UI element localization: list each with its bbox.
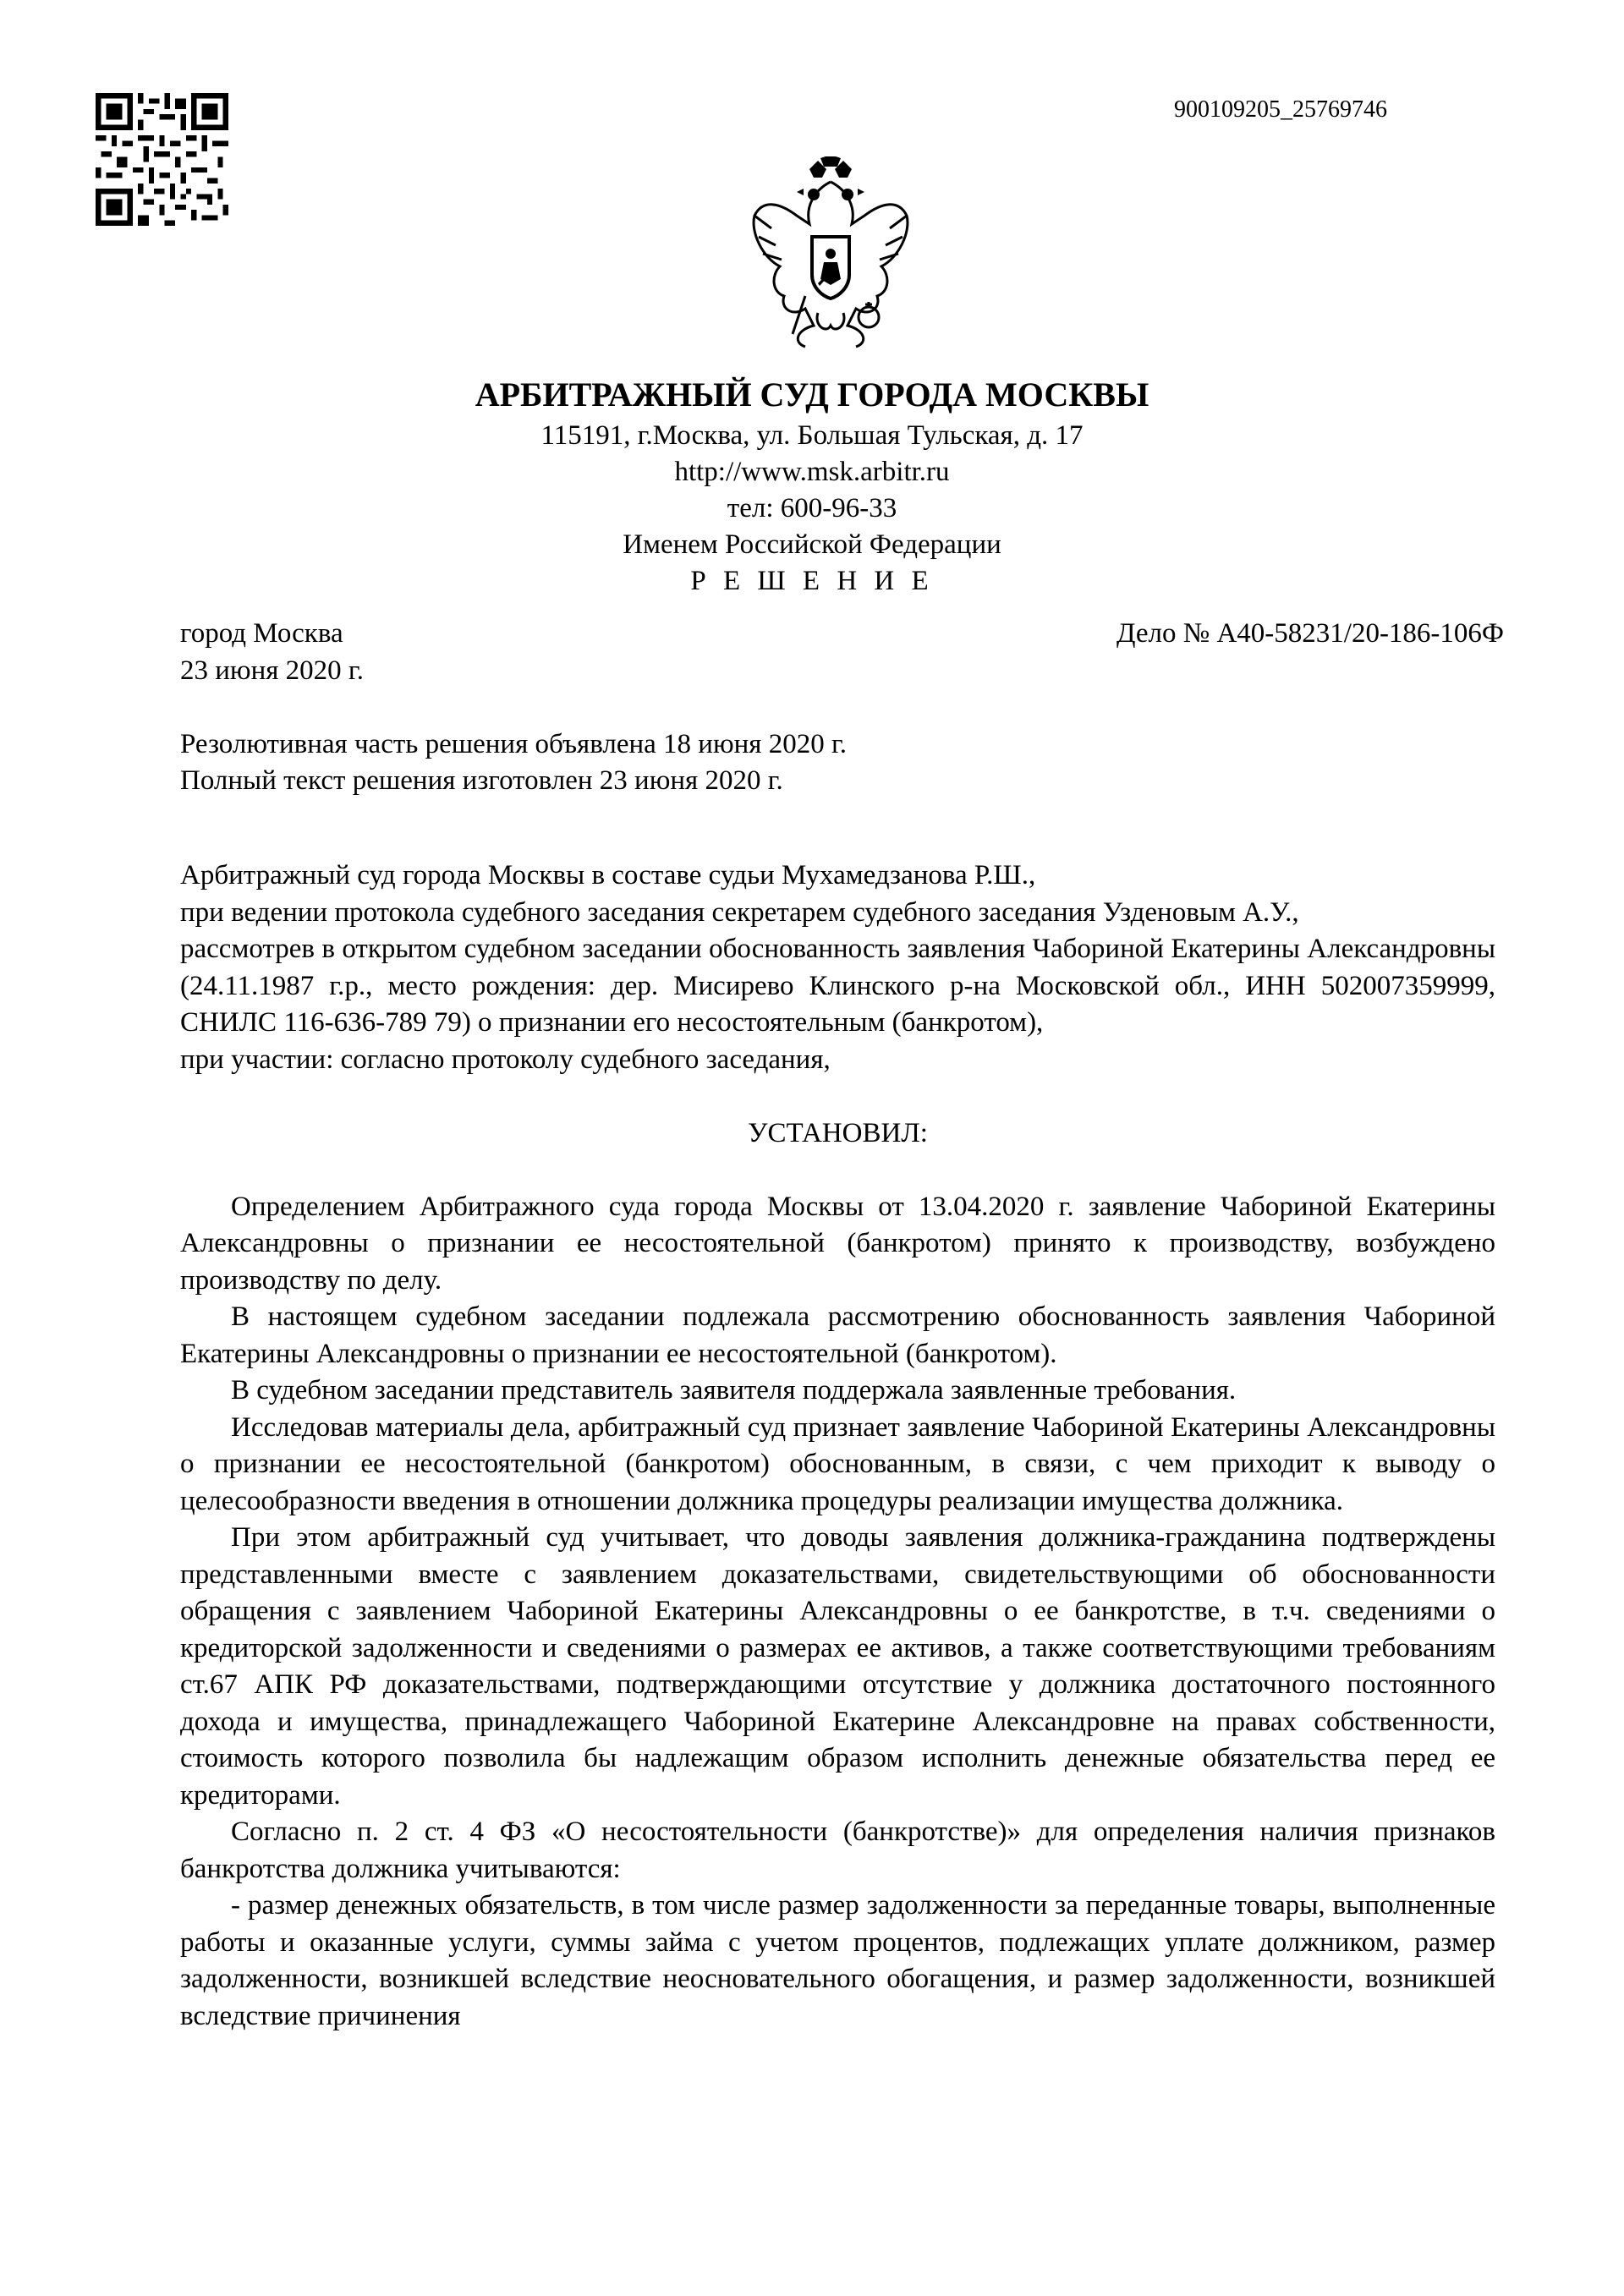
- established-heading: УСТАНОВИЛ:: [748, 1117, 928, 1148]
- paragraph: Исследовав материалы дела, арбитражный суд признает заявление Чабориной Екатерины Александровны о признании ее несостоятельной (банкротом) обоснованным, в связи, с чем приходит к выводу о целесообразности введения в отношении должника процедуры реализации имущества должника.: [180, 1411, 1495, 1516]
- operative-part-date: Резолютивная часть решения объявлена 18 июня 2020 г.: [180, 728, 848, 759]
- city-case-row: [180, 616, 1504, 653]
- full-text-date: Полный текст решения изготовлен 23 июня 2020 г.: [180, 765, 783, 796]
- decision-title: Р Е Ш Е Н И Е: [690, 566, 934, 596]
- court-phone: тел: 600-96-33: [727, 493, 897, 523]
- protocol-keeper: при ведении протокола судебного заседания секретарем судебного заседания Узденовым А.У.,: [180, 896, 1299, 928]
- court-website: http://www.msk.arbitr.ru: [674, 457, 950, 487]
- decision-date: 23 июня 2020 г.: [180, 655, 364, 686]
- in-name-of-federation: Именем Российской Федерации: [623, 529, 1001, 560]
- case-number: Дело № А40-58231/20-186-106Ф: [1116, 618, 1504, 649]
- paragraph: В судебном заседании представитель заявителя поддержала заявленные требования.: [231, 1375, 1237, 1406]
- paragraph: Согласно п. 2 ст. 4 ФЗ «О несостоятельности (банкротстве)» для определения наличия признаков банкротства должника учитываются:: [180, 1817, 1495, 1884]
- court-header: [0, 372, 1624, 600]
- participation: при участии: согласно протоколу судебного заседания,: [180, 1044, 831, 1075]
- document-body: [180, 616, 1504, 2035]
- coat-of-arms-icon: [746, 156, 915, 355]
- paragraph: - размер денежных обязательств, в том числе размер задолженности за переданные товары, выполненные работы и оказанные услуги, суммы займа с учетом процентов, подлежащих уплате должником, размер задолженности, возникшей вследствие неосновательного обогащения, и размер задолженности, возникшей вследствие причинения: [180, 1890, 1495, 2031]
- document-id: 900109205_25769746: [1174, 96, 1387, 123]
- paragraph: В настоящем судебном заседании подлежала рассмотрению обоснованность заявления Чабориной Екатерины Александровны о признании ее несостоятельной (банкротом).: [180, 1301, 1495, 1369]
- qr-code-icon: [96, 93, 228, 226]
- court-name: АРБИТРАЖНЫЙ СУД ГОРОДА МОСКВЫ: [475, 375, 1149, 414]
- court-address: 115191, г.Москва, ул. Большая Тульская, д. 17: [540, 420, 1084, 451]
- case-considered: рассмотрев в открытом судебном заседании обоснованность заявления Чабориной Екатерины Александровны (24.11.1987 г.р., место рождения: дер. Мисирево Клинского р-на Московской обл., ИНН 502007359999, СНИЛС 116-636-789 79) о признании его несостоятельным (банкротом),: [180, 934, 1495, 1038]
- city: город Москва: [180, 618, 343, 649]
- paragraph: При этом арбитражный суд учитывает, что доводы заявления должника-гражданина подтверждены представленными вместе с заявлением доказательствами, свидетельствующими об обоснованности обращения с заявлением Чабориной Екатерины Александровны о ее банкротстве, в т.ч. сведениями о кредиторской задолженности и сведениями о размерах ее активов, а также соответствующими требованиям ст.67 АПК РФ доказательствами, подтверждающими отсутствие у должника достаточного постоянного дохода и имущества, принадлежащего Чабориной Екатерине Александровне на правах собственности, стоимость которого позволила бы надлежащим образом исполнить денежные обязательства перед ее кредиторами.: [180, 1522, 1495, 1811]
- court-composition: Арбитражный суд города Москвы в составе судьи Мухамедзанова Р.Ш.,: [180, 860, 1036, 890]
- paragraph: Определением Арбитражного суда города Москвы от 13.04.2020 г. заявление Чабориной Екатерины Александровны о признании ее несостоятельной (банкротом) принято к производству, возбуждено производству по делу.: [180, 1191, 1495, 1296]
